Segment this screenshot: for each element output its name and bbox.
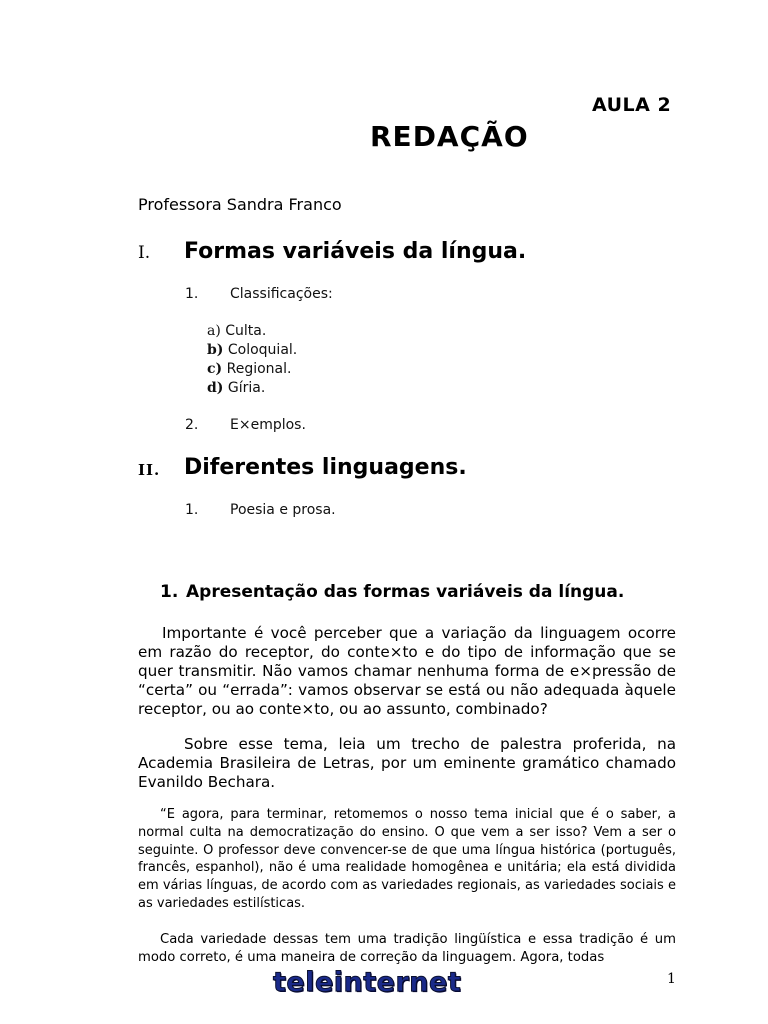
outline-item [185,286,333,302]
sub-item-letter: d) [207,380,224,396]
outline-item-number: 1. [185,502,199,518]
sub-item-label: Gíria. [227,380,266,396]
section-numeral-1: I. [138,243,151,263]
outline-item-label: Classificações: [230,286,333,302]
sub-item-label: Regional. [226,361,292,377]
outline-item-number: 2. [185,417,199,433]
body-heading-text: Apresentação das formas variáveis da língua. [186,582,625,602]
sub-item [207,361,291,377]
body-heading-number: 1. [160,582,179,602]
outline-item-label: E×emplos. [230,417,306,433]
sub-item-label: Coloquial. [227,342,298,358]
paragraph-3: Cada variedade dessas tem uma tradição lingüística e essa tradição é um modo correto, é uma maneira de correção da linguagem. Agora, todas [138,932,676,965]
page-number: 1 [667,971,676,987]
lesson-number: AULA 2 [592,94,672,116]
body-heading [160,582,624,602]
quote-block: “E agora, para terminar, retomemos o nosso tema inicial que é o saber, a normal culta na democratização do ensino. O que vem a ser isso? Vem a ser o seguinte. O professor deve convencer-se de que uma língua histórica (português, francês, espanhol), não é uma realidade homogênea e unitária; ela está dividida em várias línguas, de acordo com as variedades regionais, as variedades sociais e as variedades estilísticas. [138,807,676,911]
sub-item-label: Culta. [225,323,267,339]
section-title-1: Formas variáveis da língua. [184,239,527,264]
sub-item [207,323,266,339]
outline-item-label: Poesia e prosa. [230,502,336,518]
teleinternet-logo: teleinternet [273,967,462,998]
sub-item-letter: a) [207,323,221,339]
sub-item-letter: b) [207,342,224,358]
sub-item [207,380,265,396]
outline-item [185,502,336,518]
sub-item [207,342,297,358]
outline-item-number: 1. [185,286,199,302]
sub-item-letter: c) [207,361,223,377]
page-title: REDAÇÃO [370,120,529,153]
paragraph-1: Importante é você perceber que a variação da linguagem ocorre em razão do receptor, do conte×to e do tipo de informação que se quer transmitir. Não vamos chamar nenhuma forma de e×pressão de “certa” ou “errada”: vamos observar se está ou não adequada àquele receptor, ou ao conte×to, ou ao assunto, combinado? [138,624,676,718]
professor-name: Professora Sandra Franco [138,195,342,214]
paragraph-2: Sobre esse tema, leia um trecho de palestra proferida, na Academia Brasileira de Letras, por um eminente gramático chamado Evanildo Bechara. [138,735,676,791]
section-numeral-2: II. [138,461,161,479]
outline-item [185,417,306,433]
section-title-2: Diferentes linguagens. [184,455,467,480]
